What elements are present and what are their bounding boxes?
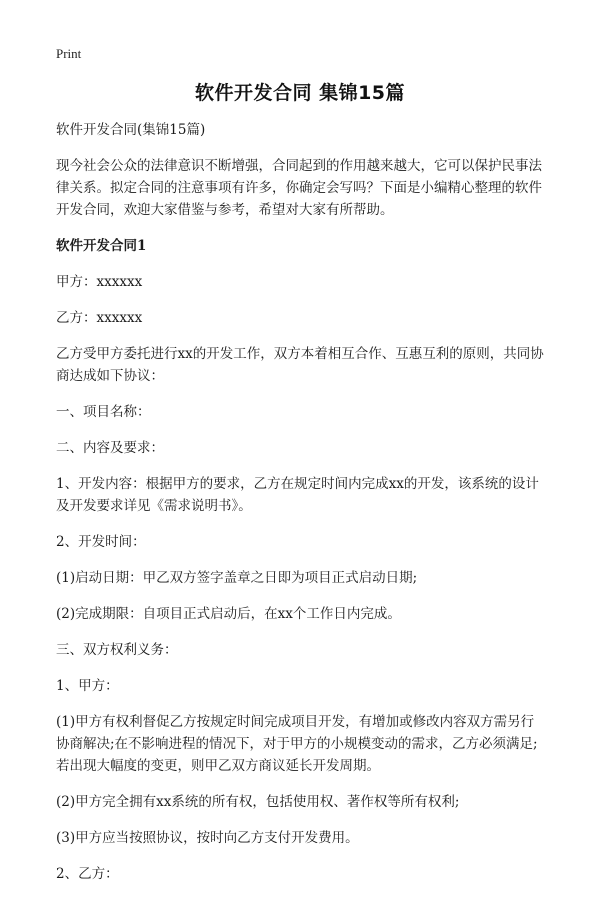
paragraph: 1、甲方： — [56, 678, 119, 694]
paragraph: (2)完成期限：自项目正式启动后，在xx个工作日内完成。 — [56, 606, 401, 622]
paragraph: 一、项目名称： — [56, 404, 151, 420]
paragraph: 2、乙方： — [56, 866, 119, 882]
paragraph: 2、开发时间： — [56, 534, 146, 550]
document-title: 软件开发合同 集锦15篇 — [194, 82, 406, 104]
paragraph: 软件开发合同(集锦15篇) — [56, 122, 206, 138]
print-link[interactable]: Print — [56, 46, 82, 61]
paragraph: (3)甲方应当按照协议，按时向乙方支付开发费用。 — [56, 830, 359, 846]
paragraph: 1、开发内容：根据甲方的要求，乙方在规定时间内完成xx的开发，该系统的设计及开发要求详见《需求说明书》。 — [56, 476, 539, 514]
paragraph: 甲方：xxxxxx — [56, 274, 143, 290]
paragraph: (1)启动日期：甲乙双方签字盖章之日即为项目正式启动日期; — [56, 570, 418, 586]
paragraph: 乙方受甲方委托进行xx的开发工作，双方本着相互合作、互惠互利的原则，共同协商达成如下协议： — [56, 346, 544, 384]
paragraph: 二、内容及要求： — [56, 440, 164, 456]
paragraph: (1)甲方有权利督促乙方按规定时间完成项目开发，有增加或修改内容双方需另行协商解决;在不影响进程的情况下，对于甲方的小规模变动的需求，乙方必须满足;若出现大幅度的变更，则甲乙双方商议延长开发周期。 — [56, 714, 538, 774]
paragraph: (2)甲方完全拥有xx系统的所有权，包括使用权、著作权等所有权利; — [56, 794, 460, 810]
paragraph: 现今社会公众的法律意识不断增强，合同起到的作用越来越大，它可以保护民事法律关系。拟定合同的注意事项有许多，你确定会写吗？下面是小编精心整理的软件开发合同，欢迎大家借鉴与参考，希望对大家有所帮助。 — [56, 158, 542, 218]
section-heading: 软件开发合同1 — [56, 238, 147, 254]
document-body — [56, 119, 546, 899]
paragraph: 乙方：xxxxxx — [56, 310, 143, 326]
paragraph: 三、双方权利义务： — [56, 642, 178, 658]
